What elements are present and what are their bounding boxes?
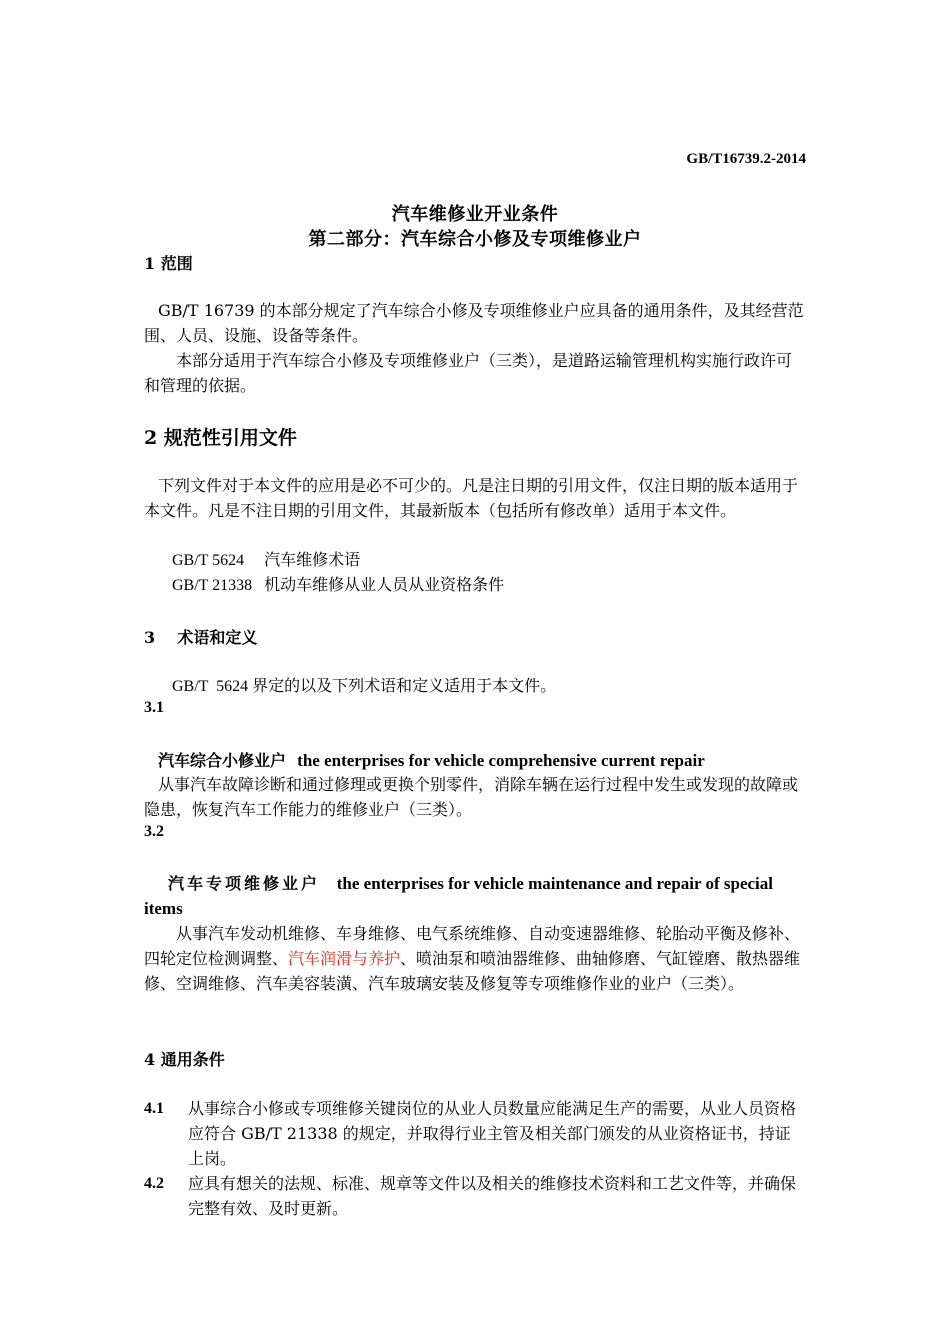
reference-1-title: 汽车维修术语 bbox=[264, 550, 361, 569]
document-code: GB/T16739.2-2014 bbox=[686, 151, 806, 167]
reference-2-title: 机动车维修从业人员从业资格条件 bbox=[264, 575, 505, 594]
section-1-paragraph-1: GB/T 16739 的本部分规定了汽车综合小修及专项维修业户应具备的通用条件，及其经营范围、人员、设施、设备等条件。 bbox=[144, 301, 804, 345]
section-3-heading: 3 术语和定义 bbox=[144, 628, 258, 647]
reference-1-code: GB/T 5624 bbox=[172, 552, 245, 569]
document-title: 汽车维修业开业条件 bbox=[391, 204, 559, 225]
section-1-paragraph-2: 本部分适用于汽车综合小修及专项维修业户（三类），是道路运输管理机构实施行政许可和管理的依据。 bbox=[144, 351, 793, 395]
term-1-en: the enterprises for vehicle comprehensive current repair bbox=[297, 751, 705, 770]
term-1-definition: 从事汽车故障诊断和通过修理或更换个别零件，消除车辆在运行过程中发生或发现的故障或隐患，恢复汽车工作能力的维修业户（三类）。 bbox=[144, 775, 799, 819]
section-2-paragraph: 下列文件对于本文件的应用是必不可少的。凡是注日期的引用文件，仅注日期的版本适用于本文件。凡是不注日期的引用文件，其最新版本（包括所有修改单）适用于本文件。 bbox=[144, 476, 799, 520]
section-2-heading: 2 规范性引用文件 bbox=[144, 427, 297, 449]
section-4-heading: 4 通用条件 bbox=[144, 1050, 225, 1069]
term-1-zh: 汽车综合小修业户 bbox=[158, 751, 287, 770]
term-2-definition-part-2: 、喷油泵和喷油器维修、曲轴修磨、气缸镗磨、散热器维修、空调维修、汽车美容装潢、汽车玻璃安装及修复等专项维修作业的业户（三类）。 bbox=[144, 949, 801, 993]
clause-4-2-number: 4.2 bbox=[144, 1175, 164, 1192]
reference-2-code: GB/T 21338 bbox=[172, 577, 253, 594]
term-2-heading bbox=[144, 871, 806, 921]
term-2-en: the enterprises for vehicle maintenance and repair of special items bbox=[144, 874, 774, 918]
section-3-intro: GB/T 5624 界定的以及下列术语和定义适用于本文件。 bbox=[172, 678, 557, 695]
term-2-definition-highlight: 汽车润滑与养护 bbox=[288, 949, 401, 968]
section-1-heading: 1 范围 bbox=[144, 254, 193, 273]
document-subtitle: 第二部分：汽车综合小修及专项维修业户 bbox=[308, 229, 642, 250]
clause-4-1 bbox=[144, 1096, 806, 1171]
term-2-number: 3.2 bbox=[144, 823, 164, 840]
clause-4-1-number: 4.1 bbox=[144, 1100, 164, 1117]
term-2-definition bbox=[144, 921, 806, 996]
reference-2 bbox=[172, 572, 504, 595]
term-2-zh: 汽车专项维修业户 bbox=[168, 874, 321, 893]
term-1-heading bbox=[158, 748, 705, 771]
clause-4-2-text: 应具有想关的法规、标准、规章等文件以及相关的维修技术资料和工艺文件等，并确保完整有效、及时更新。 bbox=[188, 1174, 797, 1218]
clause-4-1-text: 从事综合小修或专项维修关键岗位的从业人员数量应能满足生产的需要，从业人员资格应符合 GB/T 21338 的规定，并取得行业主管及相关部门颁发的从业资格证书，持证上岗。 bbox=[188, 1099, 797, 1168]
clause-4-2 bbox=[144, 1171, 806, 1221]
term-1-number: 3.1 bbox=[144, 699, 164, 716]
term-2-definition-part-1: 从事汽车发动机维修、车身维修、电气系统维修、自动变速器维修、轮胎动平衡及修补、四轮定位检测调整、 bbox=[144, 924, 801, 968]
reference-1 bbox=[172, 547, 360, 570]
